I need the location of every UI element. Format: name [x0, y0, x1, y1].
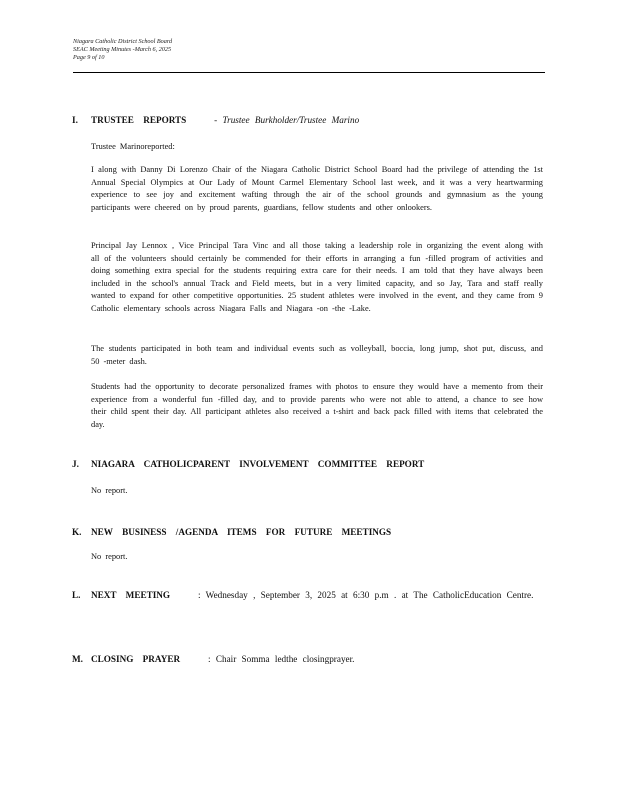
section-m-subtitle: : Chair Somma ledthe closingprayer. [208, 654, 355, 664]
section-m-heading [91, 654, 354, 664]
section-l-letter: L. [72, 590, 81, 600]
section-i-paragraph-3: The students participated in both team and individual events such as volleyball, boccia, long jump, shot put, discuss, and 50 -meter dash. [91, 344, 543, 366]
section-k-body: No report. [91, 552, 128, 561]
header-page-number: Page 9 of 10 [73, 54, 105, 61]
section-l-heading [91, 590, 533, 600]
section-j-body: No report. [91, 486, 128, 495]
section-i-intro: Trustee Marinoreported: [91, 142, 175, 151]
section-i-title: TRUSTEE REPORTS [91, 115, 187, 125]
running-header [73, 38, 172, 62]
section-i-letter: I. [72, 115, 78, 125]
section-k-title: NEW BUSINESS /AGENDA ITEMS FOR FUTURE MEETINGS [91, 527, 392, 537]
section-k-letter: K. [72, 527, 82, 537]
section-i-paragraph-1: I along with Danny Di Lorenzo Chair of the Niagara Catholic District School Board had the privilege of attending the 1st Annual Special Olympics at Our Lady of Mount Carmel Elementary School last week, and it was a very heartwarming experience to see joy and excitement wafting through the air of the school grounds and gymnasium as the young participants were cheered on by proud parents, guardians, fellow students and other onlookers. [91, 165, 543, 212]
section-i-paragraph-4: Students had the opportunity to decorate personalized frames with photos to ensure they would have a memento from their experience from a wonderful fun -filled day, and to provide parents who were not able to attend, a chance to see how their child spent their day. All participant athletes also received a t-shirt and back pack filled with items that celebrated the day. [91, 382, 543, 429]
section-l-subtitle: : Wednesday , September 3, 2025 at 6:30 p.m . at The CatholicEducation Centre. [197, 590, 534, 600]
section-m-title: CLOSING PRAYER [91, 654, 181, 664]
section-i-paragraph-2: Principal Jay Lennox , Vice Principal Tara Vinc and all those taking a leadership role in organizing the event along with all of the volunteers should certainly be commended for their efforts in arranging a fun -filled program of activities and doing something extra special for the students requiring extra care for their needs. I am told that they have always been included in the school's annual Track and Field meets, but in a very limited capacity, and so Jay, Tara and staff really wanted to expand for other competitive opportunities. 25 student athletes were involved in the event, and they came from 9 Catholic elementary schools across Niagara Falls and Niagara -on -the -Lake. [91, 241, 543, 313]
section-j-letter: J. [72, 459, 79, 469]
section-i-heading [91, 115, 359, 125]
section-m-letter: M. [72, 654, 83, 664]
header-meeting-title: SEAC Meeting Minutes -March 6, 2025 [73, 46, 172, 53]
section-i-subtitle: - Trustee Burkholder/Trustee Marino [214, 115, 360, 125]
section-l-title: NEXT MEETING [91, 590, 171, 600]
header-board-name: Niagara Catholic District School Board [73, 38, 173, 45]
header-divider [73, 72, 545, 73]
section-j-title: NIAGARA CATHOLICPARENT INVOLVEMENT COMMITTEE REPORT [91, 459, 425, 469]
